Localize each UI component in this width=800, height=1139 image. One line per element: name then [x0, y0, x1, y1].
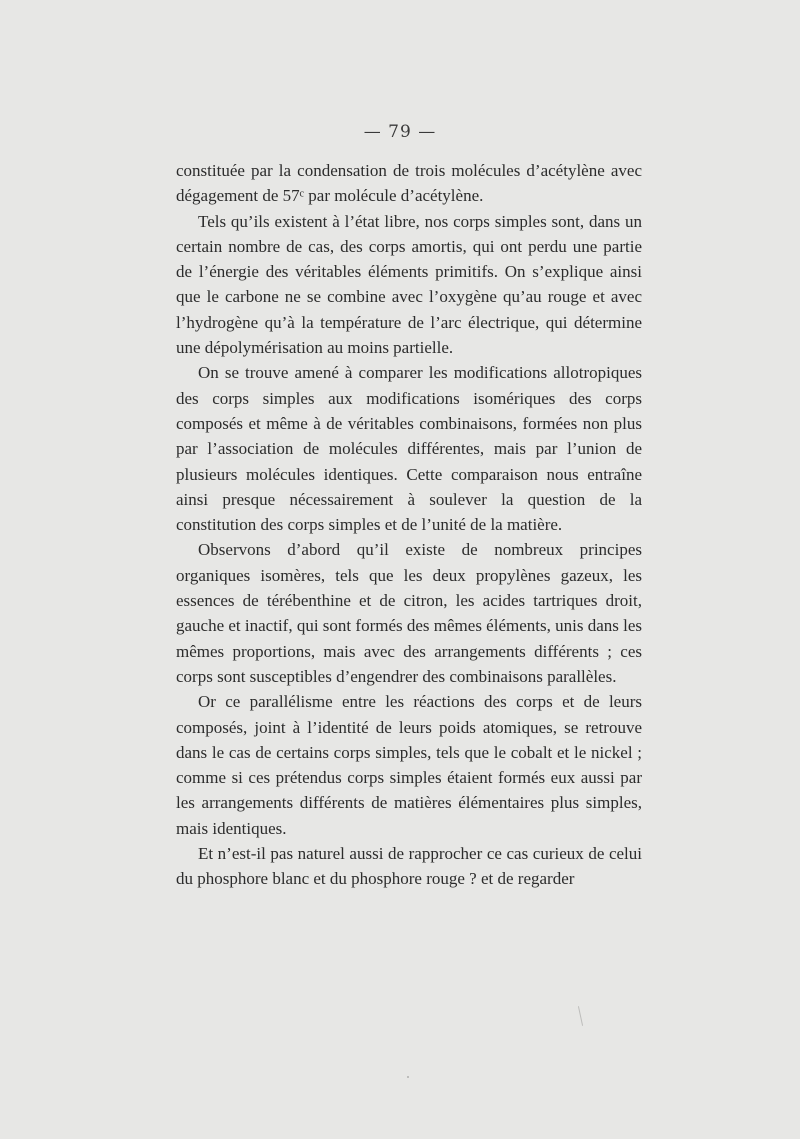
paragraph-6: Et n’est-il pas naturel aussi de rapprocher ce cas curieux de celui du phosphore blanc et du phosphore rouge ? et de regarder [176, 844, 642, 889]
page-number: — 79 — [363, 122, 437, 142]
paper-speck [407, 1076, 409, 1078]
body-text [176, 158, 642, 892]
paper-speck [578, 1006, 583, 1026]
paragraph-2: Tels qu’ils existent à l’état libre, nos corps simples sont, dans un certain nombre de cas, des corps amortis, qui ont perdu une partie de l’énergie des véritables éléments primitifs. On s’explique ainsi que le carbone ne se combine avec l’oxygène qu’au rouge et avec l’hydrogène qu’à la température de l’arc électrique, qui détermine une dépolymérisation au moins partielle. [176, 211, 642, 358]
paragraph-3: On se trouve amené à comparer les modifications allotropiques des corps simples aux modifications isomériques des corps composés et même à de véritables combinaisons, formées non plus par l’association de molécules différentes, mais par l’union de plusieurs molécules identiques. Cette comparaison nous entraîne ainsi presque nécessairement à soulever la question de la constitution des corps simples et de l’unité de la matière. [176, 363, 642, 535]
paragraph-1: constituée par la condensation de trois molécules d’acétylène avec dégagement de 57ᶜ par molécule d’acétylène. [176, 161, 642, 206]
paragraph-5: Or ce parallélisme entre les réactions des corps et de leurs composés, joint à l’identité de leurs poids atomiques, se retrouve dans le cas de certains corps simples, tels que le cobalt et le nickel ; comme si ces prétendus corps simples étaient formés eux aussi par les arrangements différents de matières élémentaires plus simples, mais identiques. [176, 692, 642, 838]
paragraph-4: Observons d’abord qu’il existe de nombreux principes organiques isomères, tels que les deux propylènes gazeux, les essences de térébenthine et de citron, les acides tartriques droit, gauche et inactif, qui sont formés des mêmes éléments, unis dans les mêmes proportions, mais avec des arrangements différents ; ces corps sont susceptibles d’engendrer des combinaisons parallèles. [176, 540, 642, 686]
